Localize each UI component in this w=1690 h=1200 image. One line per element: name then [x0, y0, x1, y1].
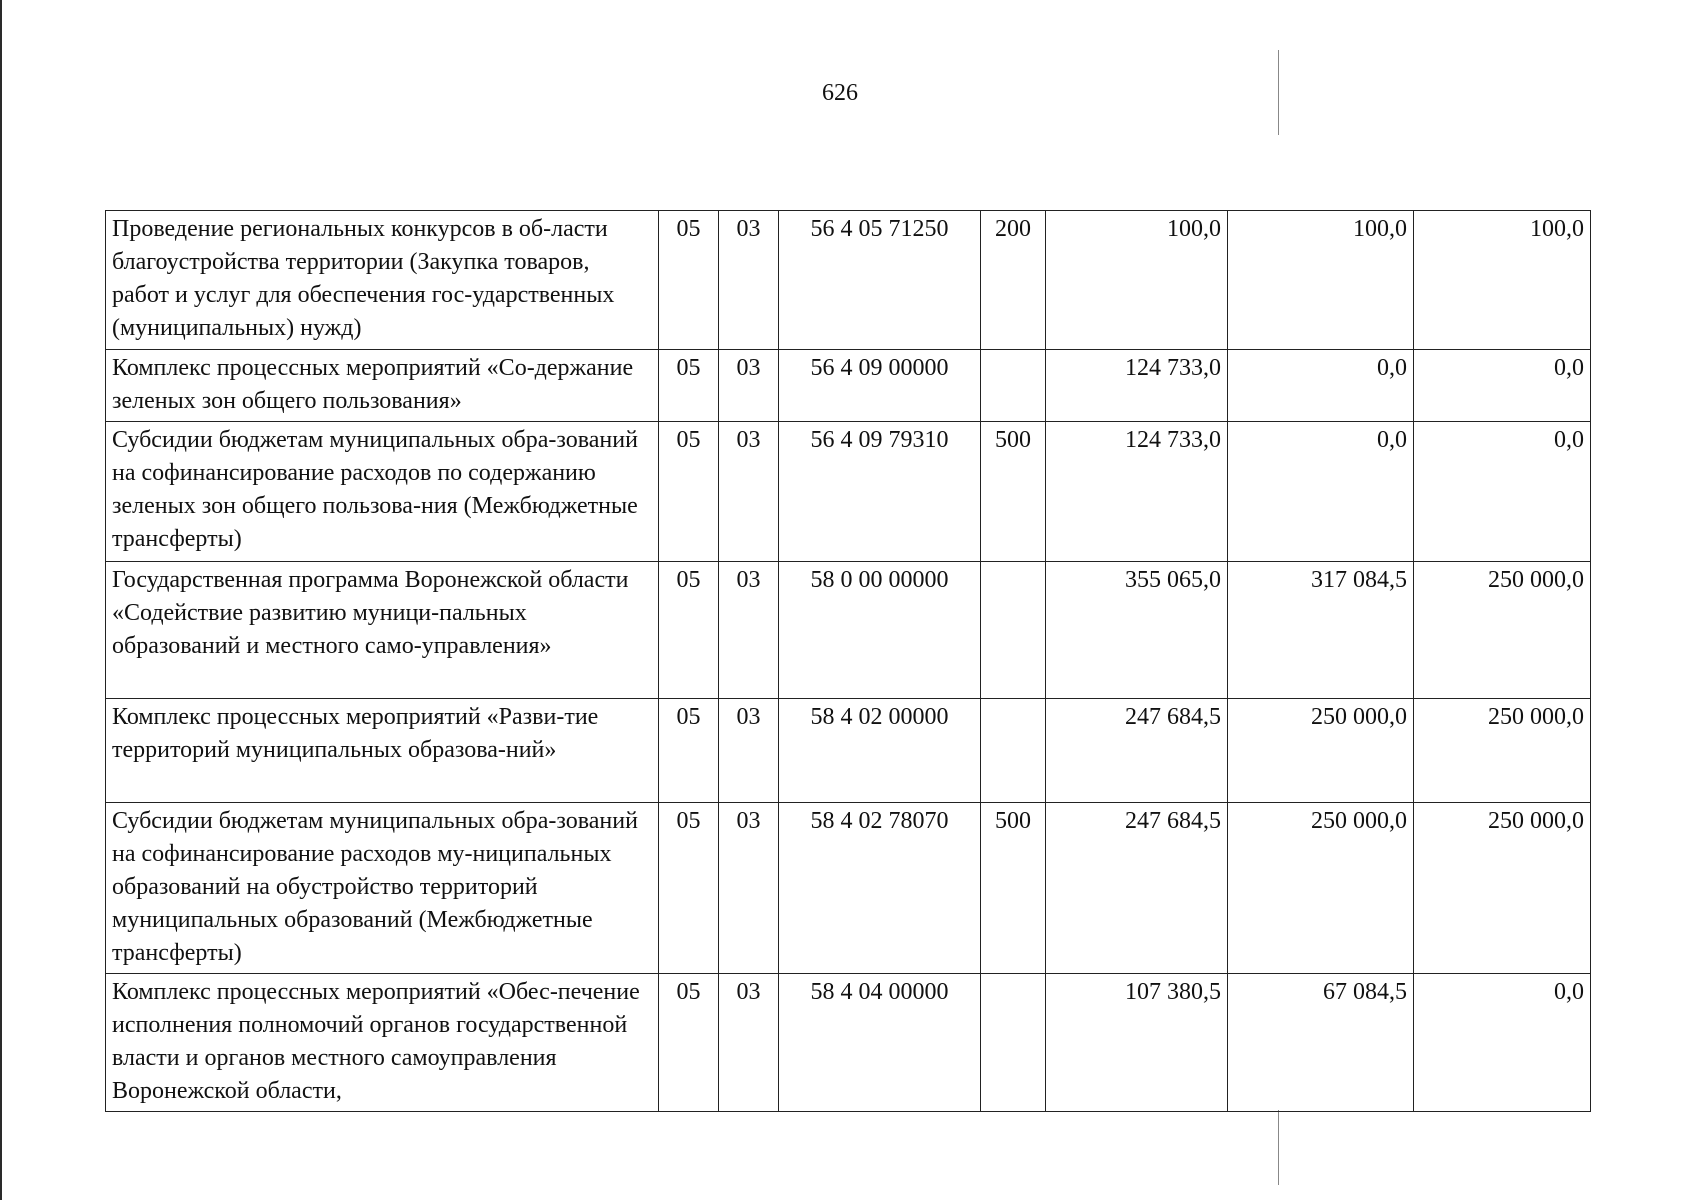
row-subsection-code: 03: [719, 699, 779, 803]
row-sum-year-3: 0,0: [1414, 974, 1591, 1112]
row-sum-year-1: 124 733,0: [1046, 350, 1228, 422]
row-sum-year-3: 0,0: [1414, 350, 1591, 422]
page-number: 626: [822, 80, 858, 106]
row-target-article: 58 0 00 00000: [779, 562, 981, 699]
row-name: Государственная программа Воронежской области «Содействие развитию муници-пальных образований и местного само-управления»: [106, 562, 659, 699]
row-sum-year-3: 250 000,0: [1414, 699, 1591, 803]
row-sum-year-3: 250 000,0: [1414, 803, 1591, 974]
row-section-code: 05: [659, 974, 719, 1112]
row-subsection-code: 03: [719, 562, 779, 699]
row-subsection-code: 03: [719, 803, 779, 974]
row-name: Субсидии бюджетам муниципальных обра-зований на софинансирование расходов по содержанию зеленых зон общего пользова-ния (Межбюджетные трансферты): [106, 422, 659, 562]
row-target-article: 56 4 09 00000: [779, 350, 981, 422]
row-section-code: 05: [659, 211, 719, 350]
table-row: [106, 562, 1591, 699]
row-expense-type: [981, 699, 1046, 803]
row-sum-year-1: 107 380,5: [1046, 974, 1228, 1112]
row-sum-year-1: 124 733,0: [1046, 422, 1228, 562]
row-sum-year-2: 0,0: [1228, 350, 1414, 422]
row-target-article: 58 4 02 00000: [779, 699, 981, 803]
row-sum-year-2: 250 000,0: [1228, 803, 1414, 974]
row-name: Проведение региональных конкурсов в об-ласти благоустройства территории (Закупка товаров, работ и услуг для обеспечения гос-ударственных (муниципальных) нужд): [106, 211, 659, 350]
table-row: [106, 211, 1591, 350]
row-target-article: 56 4 09 79310: [779, 422, 981, 562]
row-target-article: 58 4 04 00000: [779, 974, 981, 1112]
table-row: [106, 803, 1591, 974]
scan-left-edge: [0, 0, 2, 1200]
row-expense-type: 500: [981, 422, 1046, 562]
row-sum-year-3: 250 000,0: [1414, 562, 1591, 699]
row-sum-year-1: 247 684,5: [1046, 803, 1228, 974]
row-sum-year-1: 247 684,5: [1046, 699, 1228, 803]
table-row: [106, 974, 1591, 1112]
fold-line-bottom: [1278, 1110, 1279, 1185]
table-row: [106, 422, 1591, 562]
row-subsection-code: 03: [719, 211, 779, 350]
row-expense-type: [981, 350, 1046, 422]
row-subsection-code: 03: [719, 974, 779, 1112]
row-section-code: 05: [659, 422, 719, 562]
row-expense-type: [981, 562, 1046, 699]
row-sum-year-2: 100,0: [1228, 211, 1414, 350]
row-sum-year-2: 250 000,0: [1228, 699, 1414, 803]
row-subsection-code: 03: [719, 350, 779, 422]
row-sum-year-3: 100,0: [1414, 211, 1591, 350]
budget-table: [105, 210, 1591, 1112]
row-sum-year-3: 0,0: [1414, 422, 1591, 562]
row-sum-year-2: 67 084,5: [1228, 974, 1414, 1112]
row-name: Комплекс процессных мероприятий «Разви-тие территорий муниципальных образова-ний»: [106, 699, 659, 803]
row-target-article: 56 4 05 71250: [779, 211, 981, 350]
row-expense-type: [981, 974, 1046, 1112]
table-row: [106, 699, 1591, 803]
row-section-code: 05: [659, 350, 719, 422]
row-sum-year-2: 0,0: [1228, 422, 1414, 562]
row-name: Комплекс процессных мероприятий «Со-держание зеленых зон общего пользования»: [106, 350, 659, 422]
row-expense-type: 200: [981, 211, 1046, 350]
row-target-article: 58 4 02 78070: [779, 803, 981, 974]
row-name: Комплекс процессных мероприятий «Обес-печение исполнения полномочий органов государственной власти и органов местного самоуправления Воронежской области,: [106, 974, 659, 1112]
row-subsection-code: 03: [719, 422, 779, 562]
row-sum-year-2: 317 084,5: [1228, 562, 1414, 699]
row-sum-year-1: 355 065,0: [1046, 562, 1228, 699]
row-expense-type: 500: [981, 803, 1046, 974]
table-row: [106, 350, 1591, 422]
row-section-code: 05: [659, 803, 719, 974]
row-section-code: 05: [659, 562, 719, 699]
row-name: Субсидии бюджетам муниципальных обра-зований на софинансирование расходов му-ниципальных образований на обустройство территорий муниципальных образований (Межбюджетные трансферты): [106, 803, 659, 974]
row-section-code: 05: [659, 699, 719, 803]
row-sum-year-1: 100,0: [1046, 211, 1228, 350]
